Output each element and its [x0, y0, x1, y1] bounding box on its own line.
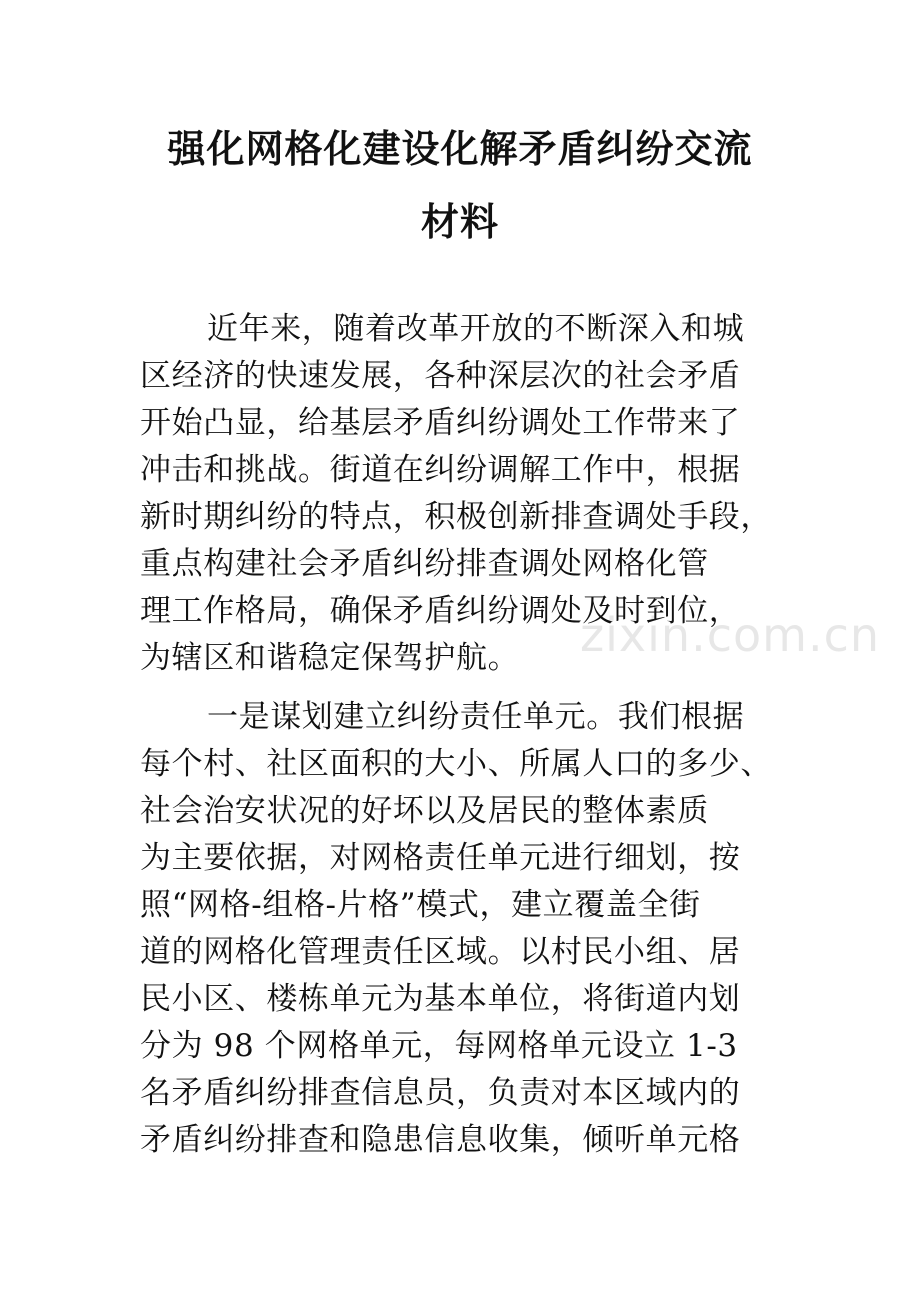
paragraph-line: 民小区、楼栋单元为基本单位，将街道内划	[140, 981, 741, 1017]
paragraph-line: 冲击和挑战。街道在纠纷调解工作中，根据	[140, 452, 741, 488]
paragraph-line: 道的网格化管理责任区域。以村民小组、居	[140, 934, 741, 970]
document-title-line-1: 强化网格化建设化解矛盾纠纷交流	[167, 127, 753, 171]
paragraph-line: 名矛盾纠纷排查信息员，负责对本区域内的	[140, 1075, 741, 1111]
paragraph-line: 新时期纠纷的特点，积极创新排查调处手段，	[140, 499, 772, 535]
paragraph-line: 区经济的快速发展，各种深层次的社会矛盾	[140, 358, 741, 394]
paragraph-line: 一是谋划建立纠纷责任单元。我们根据	[207, 699, 745, 735]
paragraph-line: 开始凸显，给基层矛盾纠纷调处工作带来了	[140, 405, 741, 441]
paragraph-line: 为主要依据，对网格责任单元进行细划，按	[140, 840, 741, 876]
document-title-line-2: 材料	[420, 200, 499, 244]
paragraph-line: 为辖区和谐稳定保驾护航。	[140, 640, 520, 676]
paragraph-line: 理工作格局，确保矛盾纠纷调处及时到位，	[140, 593, 741, 629]
paragraph-line: 每个村、社区面积的大小、所属人口的多少、	[140, 746, 772, 782]
paragraph-line: 重点构建社会矛盾纠纷排查调处网格化管	[140, 546, 709, 582]
watermark: zixin.com.cn	[580, 608, 881, 662]
paragraph-line: 社会治安状况的好坏以及居民的整体素质	[140, 793, 709, 829]
paragraph-line: 矛盾纠纷排查和隐患信息收集，倾听单元格	[140, 1122, 741, 1158]
paragraph-line: 照“网格-组格-片格”模式，建立覆盖全街	[140, 887, 701, 923]
paragraph-line: 分为 98 个网格单元，每网格单元设立 1-3	[140, 1028, 738, 1064]
paragraph-line: 近年来，随着改革开放的不断深入和城	[207, 311, 745, 347]
